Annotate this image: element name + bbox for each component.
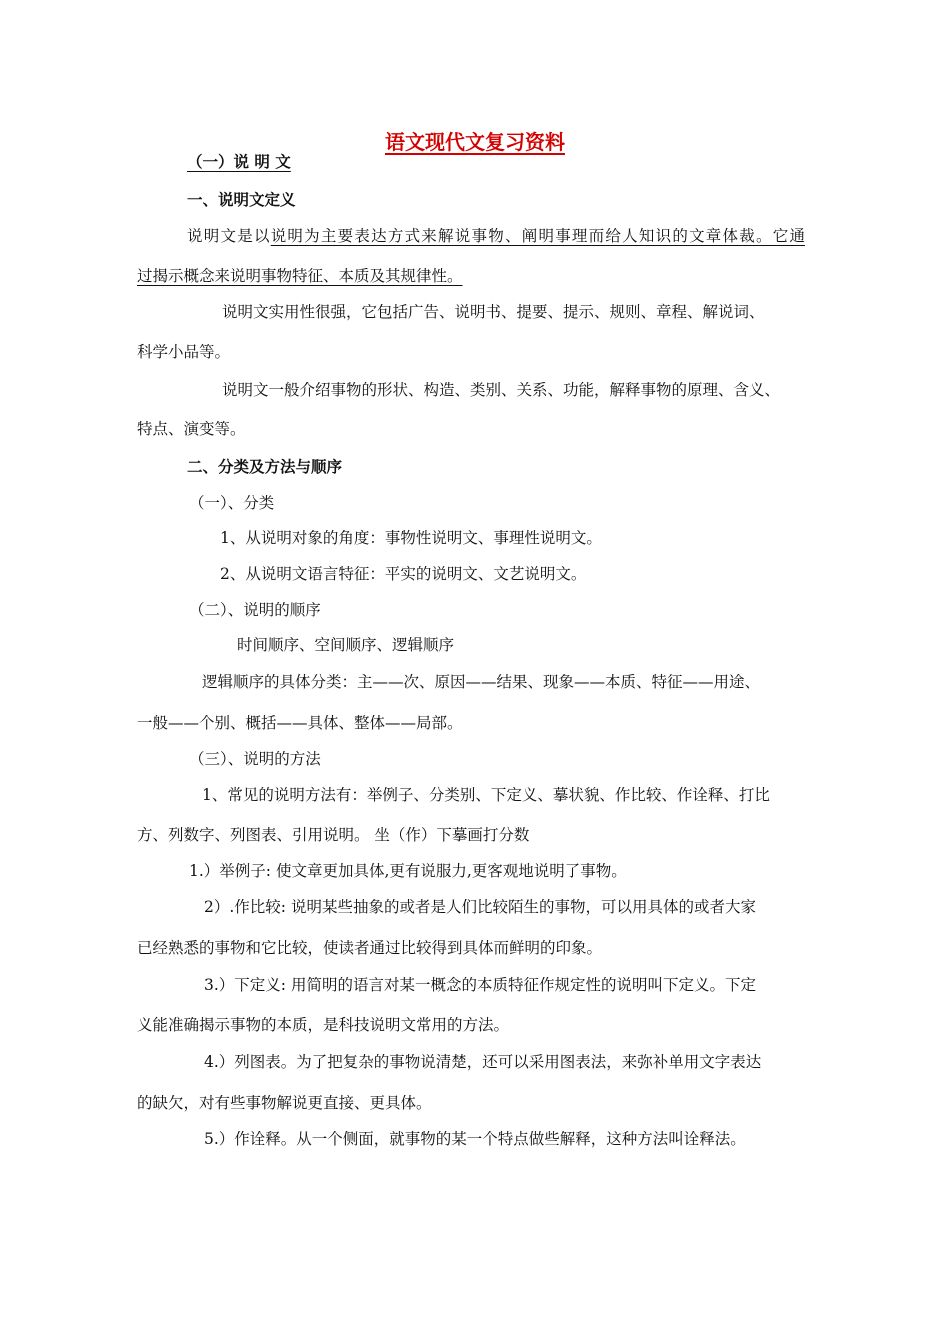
definition-underlined-2: 过揭示概念来说明事物特征、本质及其规律性。 [137, 267, 463, 285]
method-annotation: 5.）作诠释。从一个侧面，就事物的某一个特点做些解释，这种方法叫诠释法。 [204, 1130, 746, 1148]
classification-item-2: 2、从说明文语言特征：平实的说明文、文艺说明文。 [220, 565, 587, 583]
subheading-classification: （一）、分类 [189, 494, 275, 512]
logic-order-line-1: 逻辑顺序的具体分类：主——次、原因——结果、现象——本质、特征——用途、 [202, 673, 761, 691]
method-definition-line-2: 义能准确揭示事物的本质，是科技说明文常用的方法。 [137, 1016, 510, 1034]
paragraph-3-line-2: 特点、演变等。 [137, 420, 246, 438]
paragraph-2-line-1: 说明文实用性很强，它包括广告、说明书、提要、提示、规则、章程、解说词、 [222, 303, 765, 321]
method-chart-line-2: 的缺欠，对有些事物解说更直接、更具体。 [137, 1094, 432, 1112]
definition-line-1 [187, 226, 805, 246]
subheading-order: （二）、说明的顺序 [189, 601, 321, 619]
methods-line-1: 1、常见的说明方法有：举例子、分类别、下定义、摹状貌、作比较、作诠释、打比 [202, 786, 770, 804]
paragraph-2-line-2: 科学小品等。 [137, 343, 231, 361]
order-types: 时间顺序、空间顺序、逻辑顺序 [237, 636, 455, 654]
method-chart-line-1: 4.）列图表。为了把复杂的事物说清楚，还可以采用图表法，来弥补单用文字表达 [204, 1053, 762, 1071]
definition-prefix: 说明文是以 [187, 227, 271, 245]
method-comparison-line-2: 已经熟悉的事物和它比较，使读者通过比较得到具体而鲜明的印象。 [137, 939, 603, 957]
document-title: 语文现代文复习资料 [385, 130, 565, 154]
method-definition-line-1: 3.）下定义: 用简明的语言对某一概念的本质特征作规定性的说明叫下定义。下定 [204, 976, 756, 994]
definition-underlined-1: 说明为主要表达方式来解说事物、阐明事理而给人知识的文章体裁。它通 [270, 227, 805, 245]
logic-order-line-2: 一般——个别、概括——具体、整体——局部。 [137, 714, 463, 732]
classification-item-1: 1、从说明对象的角度：事物性说明文、事理性说明文。 [220, 529, 602, 547]
paragraph-3-line-1: 说明文一般介绍事物的形状、构造、类别、关系、功能，解释事物的原理、含义、 [222, 381, 781, 399]
method-example: 1.）举例子: 使文章更加具体,更有说服力,更客观地说明了事物。 [189, 862, 627, 880]
section-heading: （一）说 明 文 [187, 153, 291, 171]
heading-definition: 一、说明文定义 [187, 191, 296, 209]
heading-classification: 二、分类及方法与顺序 [187, 458, 343, 476]
subheading-methods: （三）、说明的方法 [189, 750, 321, 768]
methods-line-2: 方、列数字、列图表、引用说明。 坐（作）下摹画打分数 [137, 826, 530, 844]
method-comparison-line-1: 2）.作比较: 说明某些抽象的或者是人们比较陌生的事物，可以用具体的或者大家 [204, 898, 756, 916]
